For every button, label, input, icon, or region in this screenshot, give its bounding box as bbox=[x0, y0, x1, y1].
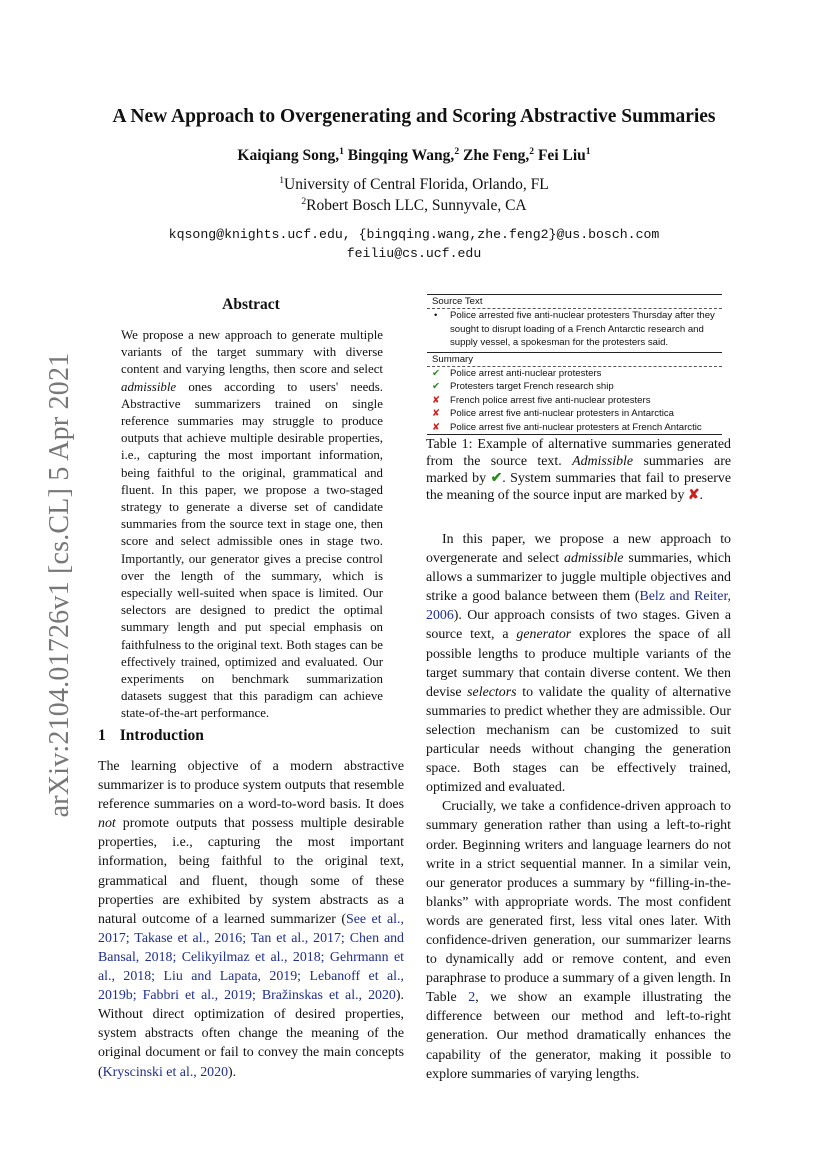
affiliation: $^1$University of Central Florida, Orlando, FL bbox=[279, 174, 549, 193]
intro-right-column: In this paper, we propose a new approach to overgenerate and select admissible summaries, which allows a summarizer to juggle multiple objectives and strike a good balance between them (Belz and Reiter, 2006). Our approach consists of two stages. Given a source text, a generator explores the space of all possible lengths to produce multiple variants of the target summary that contain diverse content. We then devise selectors to validate the quality of alternative summaries to predict whether they are admissible. Our selection mechanism can be customized to suit particular needs without changing the generation space. Both stages can be effectively trained, optimized and evaluated. Crucially, we take a confidence-driven approach to summary generation rather than using a left-to-right order. Beginning writers and language learners do not write in a strict sequential manner. In a similar vein, our generator produces a summary by “filling-in-the-blanks” with appropriate words. The most confident words are generated first, less vital ones later. With confidence-driven generation, our summarizer learns to dynamically add or remove content, and even paraphrase to produce a summary of a given length. In Table 2, we show an example illustrating the difference between our method and left-to-right generation. Our method dramatically enhances the capability of the generator, making it possible to explore summaries of varying lengths. bbox=[426, 532, 732, 1082]
paper-title: A New Approach to Overgenerating and Scoring Abstractive Summaries bbox=[112, 106, 716, 127]
author-name: Fei Liu bbox=[537, 147, 586, 164]
author-emails: feiliu@cs.ucf.edu bbox=[346, 246, 482, 261]
table-row bbox=[427, 367, 722, 380]
intro-left-column: The learning objective of a modern abstractive summarizer is to produce system outputs that resemble reference summaries on a word-to-word basis. It does not promote outputs that possess multiple desirable properties, i.e., capturing the most important information, being faithful to the original text, grammatical and fluent, though some of these properties are exhibited by system abstracts as a natural outcome of a learned summarizer (See et al., 2017; Takase et al., 2016; Tan et al., 2017; Chen and Bansal, 2018; Celikyilmaz et al., 2018; Gehrmann et al., 2018; Liu and Lapata, 2019; Lebanoff et al., 2019b; Fabbri et al., 2019; Bražinskas et al., 2020). Without direct optimization of desired properties, system abstracts often change the meaning of the original document or fail to convey the main concepts (Kryscinski et al., 2020). bbox=[98, 759, 404, 1080]
arxiv-stamp: arXiv:2104.01726v1 [cs.CL] 5 Apr 2021 bbox=[44, 352, 75, 818]
cross-icon: ✘ bbox=[432, 421, 441, 433]
summary-text: Police arrest anti-nuclear protesters bbox=[450, 368, 602, 380]
table-row bbox=[427, 309, 722, 349]
checkmark-icon: ✔ bbox=[490, 471, 503, 487]
citation-link[interactable]: See et al., 2017; Takase et al., 2016; Tan et al., 2017; Chen and Bansal, 2018; Celikyilmaz et al., 2018; Gehrmann et al., 2018; Liu and Lapata, 2019; Lebanoff et al., 2019b; Fabbri et al., 2019; Bražinskas et al., 2020 bbox=[98, 911, 404, 1004]
abstract-body: We propose a new approach to generate multiple variants of the target summary with diverse content and varying lengths, then score and select admissible ones according to users' needs. Abstractive summarizers trained on single reference summaries may struggle to produce outputs that achieve multiple desirable properties, i.e., capturing the most important information, being faithful to the original, grammatical and fluent. In this paper, we propose a two-staged strategy to generate a diverse set of candidate summaries from the source text in stage one, then score and select admissible ones in stage two. Importantly, our generator gives a precise control over the length of the summary, which is especially well-suited when space is limited. Our selectors are designed to predict the optimal summary length and put special emphasis on faithfulness to the original text. Both stages can be effectively trained, optimized and evaluated. Our experiments on benchmark summarization datasets suggest that this paradigm can achieve state-of-the-art performance. bbox=[121, 328, 383, 721]
author-name: Bingqing Wang, bbox=[347, 147, 455, 164]
summary-text: French police arrest five anti-nuclear protesters bbox=[450, 394, 651, 406]
checkmark-icon: ✔ bbox=[432, 368, 441, 380]
cross-icon: ✘ bbox=[432, 394, 441, 406]
affiliation: $^2$Robert Bosch LLC, Sunnyvale, CA bbox=[301, 195, 527, 214]
table-caption: Table 1: Example of alternative summaries generated from the source text. Admissible summaries are marked by ✔. System summaries that fail to preserve the meaning of the source input are marked by ✘. bbox=[426, 437, 731, 504]
bullet-icon: • bbox=[434, 310, 438, 322]
table-row bbox=[427, 421, 722, 434]
author-name: Kaiqiang Song, bbox=[237, 147, 340, 164]
author-list: Kaiqiang Song,$^1$ Bingqing Wang,$^2$ Zhe Feng,$^2$ Fei Liu$^1$ bbox=[237, 145, 591, 164]
citation-link[interactable]: Belz and Reiter, 2006 bbox=[426, 589, 732, 624]
author-name: Zhe Feng, bbox=[462, 147, 530, 164]
author-emails: kqsong@knights.ucf.edu, {bingqing.wang,zhe.feng2}@us.bosch.com bbox=[168, 227, 660, 242]
table-header: Source Text bbox=[432, 296, 483, 307]
table-row bbox=[427, 407, 722, 420]
table-reference-link[interactable]: 2 bbox=[468, 990, 476, 1006]
section-heading: 1 Introduction bbox=[98, 727, 204, 744]
abstract-heading: Abstract bbox=[222, 296, 280, 313]
table-header: Summary bbox=[432, 353, 474, 365]
table-row bbox=[427, 394, 722, 407]
example-table bbox=[427, 294, 722, 435]
summary-text: Police arrest five anti-nuclear protesters in Antarctica bbox=[450, 408, 674, 420]
source-text: Police arrested five anti-nuclear protesters Thursday after they sought to disrupt loading of a French Antarctic research and supply vessel, a spokesman for the protesters said. bbox=[450, 310, 715, 349]
summary-text: Protesters target French research ship bbox=[450, 381, 614, 393]
cross-icon: ✘ bbox=[432, 408, 441, 420]
summary-text: Police arrest five anti-nuclear protesters at French Antarctic bbox=[450, 421, 702, 433]
checkmark-icon: ✔ bbox=[432, 381, 441, 393]
citation-link[interactable]: Kryscinski et al., 2020 bbox=[102, 1064, 229, 1080]
table-row bbox=[427, 380, 722, 393]
cross-icon: ✘ bbox=[687, 488, 700, 504]
